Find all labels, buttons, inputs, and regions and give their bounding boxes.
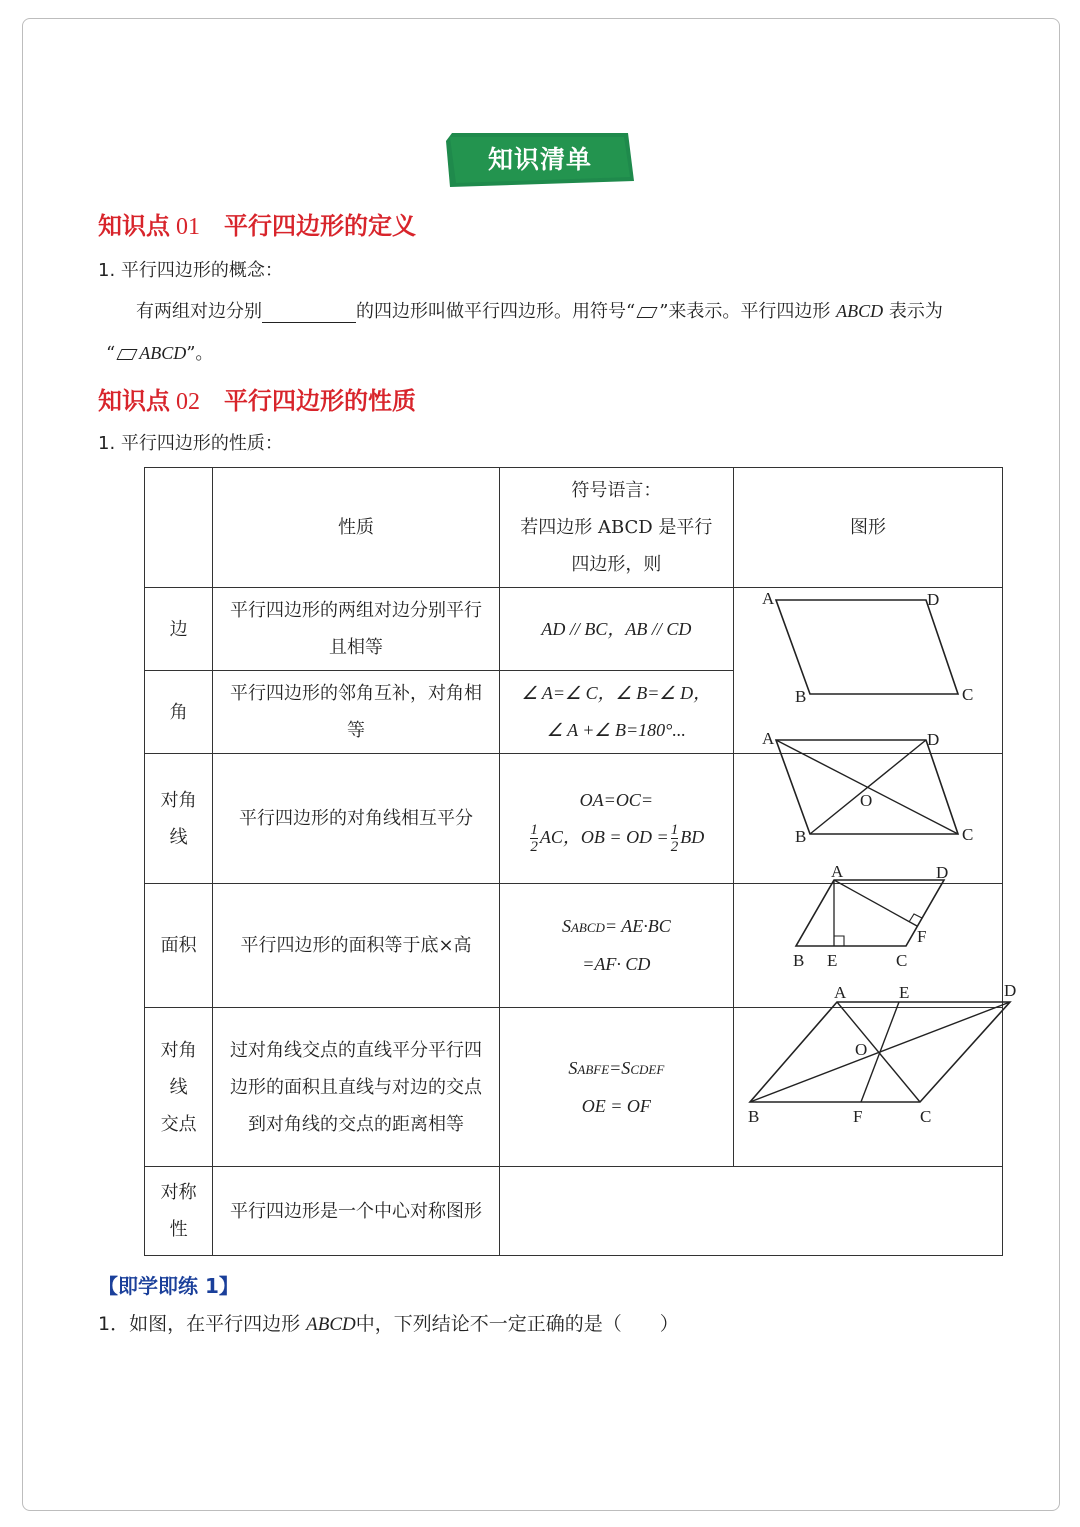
svg-text:B: B — [795, 827, 807, 846]
row-name: 对角线 交点 — [145, 1008, 213, 1167]
fraction-half: $\frac{1}{2}$ — [530, 821, 538, 855]
svg-text:O: O — [855, 1040, 868, 1059]
svg-text:C: C — [962, 685, 974, 704]
svg-text:E: E — [899, 983, 910, 1002]
row-name: 角 — [145, 671, 213, 754]
section2-number: 02 — [176, 389, 200, 415]
row-name: 对角线 — [145, 754, 213, 884]
row-name: 面积 — [145, 884, 213, 1008]
row-property: 平行四边形的面积等于底×高 — [213, 884, 499, 1008]
definition-notation: “ ABCD”。 — [106, 343, 214, 364]
section1-heading — [98, 206, 416, 241]
section1-item-heading: 1. 平行四边形的概念： — [98, 260, 283, 281]
svg-text:D: D — [936, 863, 949, 882]
svg-text:A: A — [831, 862, 844, 881]
practice-title: 【即学即练 1】 — [98, 1274, 239, 1298]
svg-text:B: B — [795, 687, 807, 706]
svg-text:C: C — [896, 951, 908, 970]
parallelogram-area-figure — [782, 862, 972, 972]
table-row — [145, 1167, 1003, 1256]
row-symbol: SABCD= AE·BC =AF· CD — [499, 884, 733, 1008]
parallelogram-symbol-icon — [117, 349, 138, 360]
section2-title: 平行四边形的性质 — [224, 387, 416, 415]
header-figure: 图形 — [733, 468, 1002, 588]
section2-item-heading: 1. 平行四边形的性质： — [98, 433, 283, 454]
practice-question: 1．如图，在平行四边形 ABCD中，下列结论不一定正确的是（ ） — [98, 1313, 679, 1335]
section2-label: 知识点 — [98, 387, 170, 415]
svg-text:A: A — [762, 589, 775, 608]
header-symbol: 符号语言： 若四边形 ABCD 是平行 四边形，则 — [499, 468, 733, 588]
svg-text:D: D — [927, 590, 940, 609]
row-symbol: ∠ A=∠ C，∠ B=∠ D， ∠ A +∠ B=180°... — [499, 671, 733, 754]
header-empty-cell — [145, 468, 213, 588]
row-symbol: AD // BC，AB // CD — [499, 588, 733, 671]
row-property: 平行四边形的邻角互补，对角相等 — [213, 671, 499, 754]
svg-text:B: B — [748, 1107, 760, 1126]
definition-text: 有两组对边分别 的四边形叫做平行四边形。用符号“ ”来表示。平行四边形 ABCD 表示为 — [136, 301, 943, 322]
row-property: 过对角线交点的直线平分平行四边形的面积且直线与对边的交点到对角线的交点的距离相等 — [213, 1008, 499, 1167]
section2-heading — [98, 381, 416, 416]
row-name: 边 — [145, 588, 213, 671]
row-symbol: OA=OC= $\frac{1}{2}$ AC，OB = OD = $\frac{1}{2}$ BD — [499, 754, 733, 884]
header-property: 性质 — [213, 468, 499, 588]
section1-label: 知识点 — [98, 212, 170, 240]
svg-text:D: D — [1004, 982, 1017, 1000]
banner-title: 知识清单 — [487, 145, 592, 174]
fill-in-blank[interactable] — [262, 302, 356, 323]
svg-text:C: C — [962, 825, 974, 844]
row-symbol — [499, 1167, 1002, 1256]
row-property: 平行四边形是一个中心对称图形 — [213, 1167, 499, 1256]
table-header-row — [145, 468, 1003, 588]
row-property: 平行四边形的对角线相互平分 — [213, 754, 499, 884]
svg-text:A: A — [762, 729, 775, 748]
svg-text:D: D — [927, 730, 940, 749]
section1-title: 平行四边形的定义 — [224, 212, 416, 240]
parallelogram-symbol-icon — [637, 307, 658, 318]
svg-text:B: B — [793, 951, 805, 970]
svg-text:O: O — [860, 791, 873, 810]
parallelogram-center-line-figure — [742, 982, 1032, 1130]
parallelogram-figure — [752, 586, 982, 706]
row-name: 对称性 — [145, 1167, 213, 1256]
svg-text:C: C — [920, 1107, 932, 1126]
section-banner — [446, 133, 634, 187]
fraction-half: $\frac{1}{2}$ — [670, 821, 679, 855]
parallelogram-diagonals-figure — [752, 726, 982, 848]
row-symbol: SABFE=SCDEF OE = OF — [499, 1008, 733, 1167]
row-property: 平行四边形的两组对边分别平行且相等 — [213, 588, 499, 671]
svg-text:F: F — [917, 927, 927, 946]
section1-number: 01 — [176, 214, 200, 240]
svg-text:F: F — [853, 1107, 863, 1126]
svg-text:A: A — [834, 983, 847, 1002]
svg-text:E: E — [827, 951, 838, 970]
